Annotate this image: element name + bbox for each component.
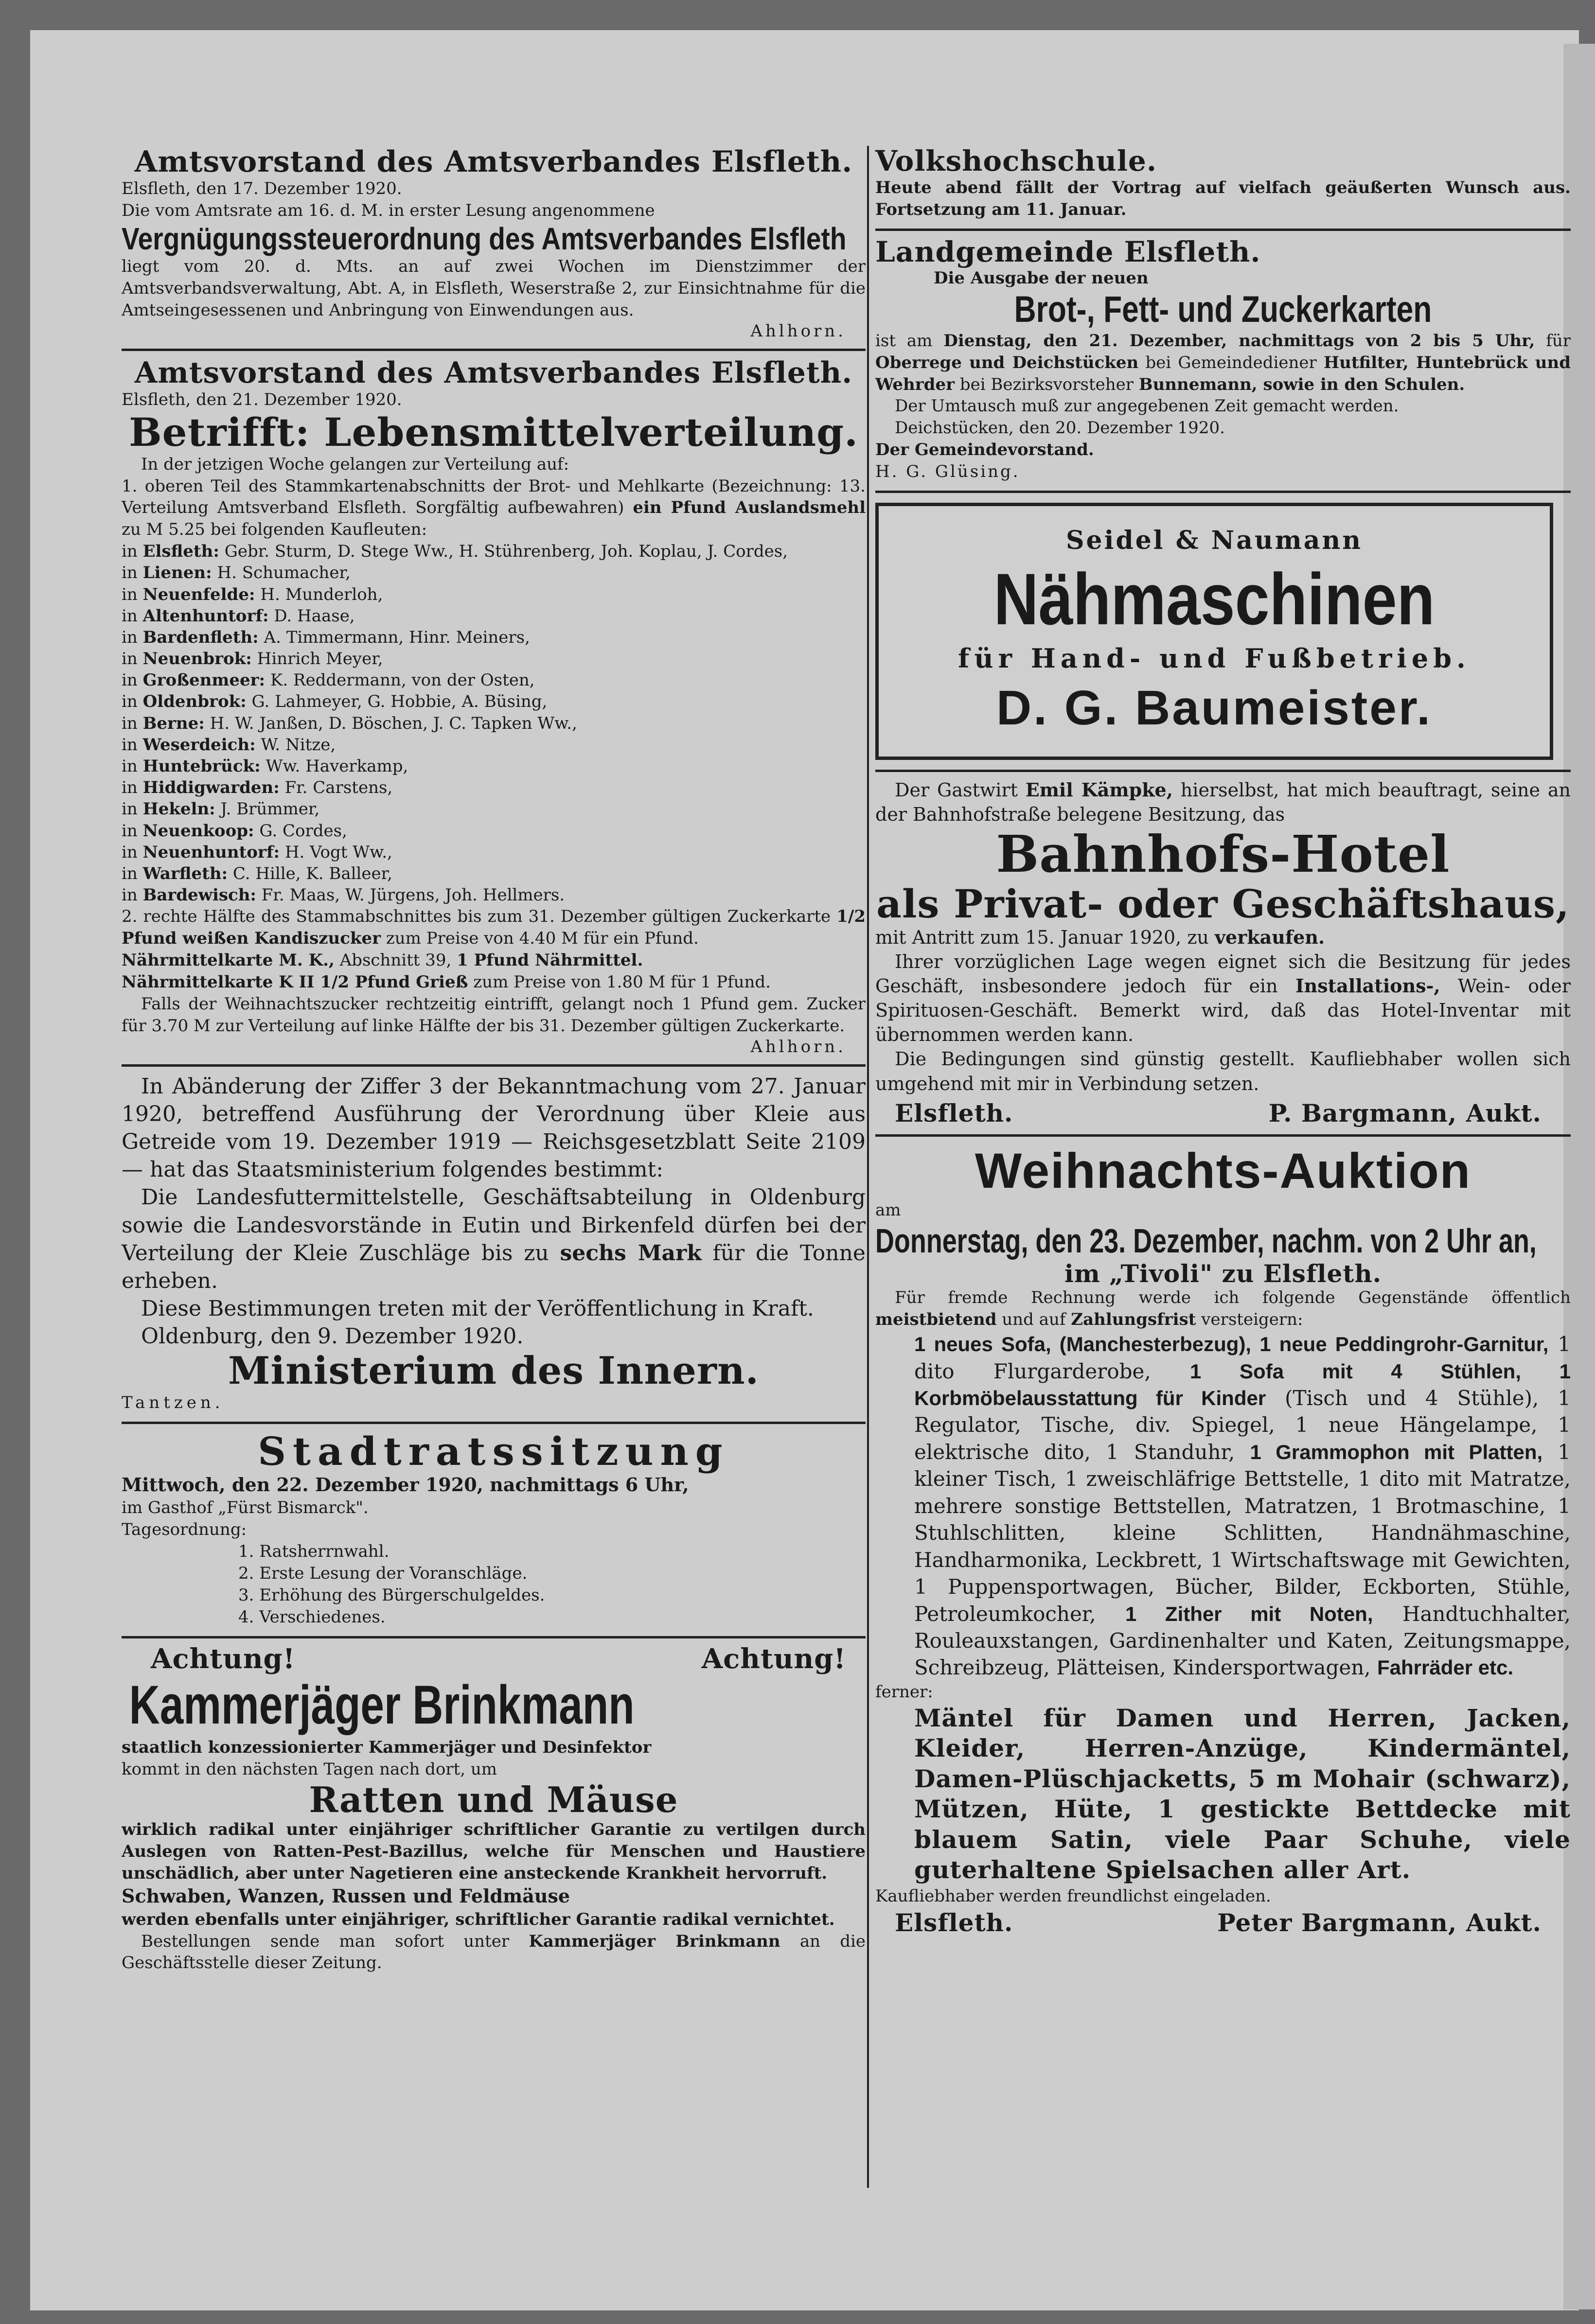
body-bold: Oberrege und Deichstücken	[875, 352, 1139, 372]
intro-text: Für fremde Rechnung werde ich folgende Gegenstände öffentlich	[895, 1288, 1571, 1308]
item-tail: zu M 5.25 bei folgenden Kaufleuten:	[122, 520, 427, 540]
merchant-line	[122, 842, 866, 863]
notice-sub: Die Ausgabe der neuen	[934, 268, 1149, 288]
item-text: 2. rechte Hälfte des Stammabschnittes bis zum 31. Dezember gültigen Zuckerkarte	[122, 907, 831, 927]
place-name: Altenhuntorf:	[142, 606, 269, 626]
body-bold: sechs Mark	[560, 1240, 702, 1266]
body-text: mit Antritt zum 15. Januar 1920, zu	[875, 926, 1209, 948]
divider	[122, 1422, 866, 1424]
items-bold: 1 Zither mit Noten,	[1125, 1602, 1373, 1625]
body-text: ist am	[875, 331, 933, 351]
item-2	[122, 906, 866, 950]
agenda-item: 4. Verschiedenes.	[238, 1607, 386, 1627]
notice-title: Betrifft: Lebensmittelverteilung.	[129, 409, 858, 455]
ad-subtitle: für Hand- und Fußbetrieb.	[958, 642, 1471, 674]
merchant-names: K. Reddermann, von der Osten,	[265, 670, 535, 690]
item-bold: 1 Pfund Nährmittel.	[457, 951, 643, 970]
attention-label: Achtung!	[701, 1642, 846, 1675]
divider	[875, 229, 1571, 231]
ad-insects: Schwaben, Wanzen, Russen und Feldmäuse	[122, 1885, 570, 1907]
merchant-line	[122, 713, 866, 734]
ad-intro	[875, 778, 1571, 827]
place-name: Bardewisch:	[142, 885, 256, 905]
place-prefix: in	[122, 670, 143, 690]
notice-body: liegt vom 20. d. Mts. an auf zwei Wochen im Dienstzimmer der Amtsverbandsverwaltung, Abt. A, in Elsfleth, Weserstraße 2, zur Einsichtnahme für die Amtseingesessenen und Anbringung von Einwendungen aus.	[122, 257, 866, 320]
body-text: für	[1546, 331, 1571, 351]
place-name: Neuenbrok:	[142, 649, 252, 669]
notice-heading: Amtsvorstand des Amtsverbandes Elsfleth.	[134, 355, 853, 390]
intro-tail: hierselbst, hat mich beauftragt, seine an der Bahnhofstraße belegene Besitzung, das	[875, 779, 1571, 826]
place-prefix: in	[122, 821, 143, 841]
notice-heading: Volkshochschule.	[875, 144, 1157, 177]
agenda-item: 3. Erhöhung des Bürgerschulgeldes.	[238, 1585, 545, 1605]
merchant-names: Ww. Haverkamp,	[260, 757, 408, 776]
notice-title: Stadtratssitzung	[258, 1428, 729, 1475]
ad-title: Bahnhofs-Hotel	[996, 824, 1450, 884]
place-prefix: in	[122, 563, 143, 583]
weihnachtszucker: Falls der Weihnachtszucker rechtzeitig eintrifft, gelangt noch 1 Pfund gem. Zucker für 3.70 M zur Verteilung auf linke Hälfte der bis 31. Dezember gültigen Zuckerkarte.	[122, 994, 866, 1036]
merchant-list	[122, 541, 866, 906]
merchant-names: Hinrich Meyer,	[251, 649, 383, 669]
naehrmittel-2	[122, 971, 866, 993]
body-bold: Hutfilter, Huntebrück und Wehrder	[875, 352, 1571, 394]
merchant-line	[122, 734, 866, 756]
merchant-names: G. Cordes,	[254, 821, 347, 841]
notice-title: Brot-, Fett- und Zuckerkarten	[1014, 289, 1432, 331]
merchant-line	[122, 562, 866, 583]
ad-items	[875, 1331, 1571, 1681]
place-prefix: in	[122, 606, 143, 626]
item-1	[122, 475, 866, 541]
notice-intro: Die vom Amtsrate am 16. d. M. in erster Lesung angenommene	[122, 200, 655, 220]
ad-body-3: Die Bedingungen sind günstig gestellt. Kaufliebhaber wollen sich umgehend mit mir in Verbindung setzen.	[875, 1048, 1571, 1094]
body-tail: Wein- oder Spirituosen-Geschäft. Bemerkt wird, daß das Hotel-Inventar mit übernommen werden kann.	[875, 975, 1571, 1046]
body-bold: Installations-,	[1295, 974, 1440, 997]
merchant-line	[122, 669, 866, 691]
ad-bahnhofshotel	[875, 778, 1571, 1127]
place-prefix: in	[122, 885, 143, 905]
column-divider	[867, 146, 869, 2188]
place-prefix: in	[122, 649, 143, 669]
attention-label: Achtung!	[151, 1642, 296, 1675]
place-name: Neuenkoop:	[142, 821, 254, 841]
place-name: Neuenhuntorf:	[142, 842, 280, 862]
place-name: Weserdeich:	[142, 735, 256, 755]
divider	[875, 770, 1571, 772]
ad-product: Nähmaschinen	[993, 558, 1435, 640]
ad-visit: kommt in den nächsten Tagen nach dort, um	[122, 1759, 497, 1779]
ad-clothes: Mäntel für Damen und Herren, Jacken, Kleider, Herren-Anzüge, Kindermäntel, Damen-Plüschjacketts, 5 m Mohair (schwarz), Mützen, Hüte, 1 gestickte Bettdecke mit blauem Satin, viele Paar Schuhe, viele guterhaltene Spielsachen aller Art.	[914, 1703, 1571, 1884]
divider	[122, 1064, 866, 1067]
ad-kammerjaeger	[122, 1644, 866, 1974]
merchant-line	[122, 648, 866, 669]
agenda-item: 1. Ratsherrnwahl.	[238, 1542, 390, 1562]
merchant-line	[122, 756, 866, 777]
signature: Ahlhorn.	[750, 321, 846, 341]
ad-venue: im „Tivoli" zu Elsfleth.	[1064, 1259, 1382, 1288]
place-prefix: in	[122, 627, 143, 647]
merchant-line	[122, 691, 866, 712]
ad-title: Weihnachts-Auktion	[975, 1143, 1471, 1198]
merchant-names: Gebr. Sturm, D. Stege Ww., H. Stührenberg, Joh. Koplau, J. Cordes,	[219, 542, 788, 562]
notice-body-3: Diese Bestimmungen treten mit der Veröffentlichung in Kraft.	[141, 1296, 814, 1321]
ad-signer: P. Bargmann, Aukt.	[1268, 1098, 1542, 1127]
ad-body: wirklich radikal unter einjähriger schriftlicher Garantie zu vertilgen durch Auslegen von Ratten-Pest-Bazillus, welche für Menschen und Haustiere unschädlich, aber unter Nagetieren eine ansteckende Krankheit hervorruft.	[122, 1819, 866, 1883]
agenda-item: 2. Erste Lesung der Voranschläge.	[238, 1563, 528, 1583]
merchant-line	[122, 777, 866, 798]
place-prefix: in	[122, 799, 143, 819]
item-text: zum Preise von 1.80 M für 1 Pfund.	[473, 972, 771, 992]
agenda-label: Tagesordnung:	[122, 1520, 247, 1540]
intro-tail: versteigern:	[1201, 1310, 1303, 1330]
place-prefix: in	[122, 735, 143, 755]
notice-body: In Abänderung der Ziffer 3 der Bekanntmachung vom 27. Januar 1920, betreffend Ausführung der Verordnung über Kleie aus Getreide vom 19. Dezember 1919 — Reichsgesetzblatt Seite 2109 — hat das Staatsministerium folgendes bestimmt:	[122, 1074, 866, 1182]
notice-title: Ministerium des Innern.	[228, 1349, 759, 1393]
body-text: bei Gemeindediener	[1145, 352, 1317, 372]
items-text: 1 dito Flurgarderobe,	[914, 1332, 1571, 1383]
ad-orders	[122, 1931, 866, 1974]
ad-brand: Seidel & Naumann	[1065, 525, 1363, 555]
place-name: Bardenfleth:	[142, 627, 259, 647]
notice-title: Vergnügungssteuerordnung des Amtsverbandes Elsfleth	[122, 221, 847, 256]
merchant-names: H. Schumacher,	[212, 563, 351, 583]
notice-lebensmittel	[122, 357, 866, 1056]
notice-kleie	[122, 1073, 866, 1414]
ad-naehmaschinen	[875, 503, 1553, 760]
ad-signer: Peter Bargmann, Aukt.	[1217, 1908, 1542, 1937]
ad-am: am	[875, 1200, 901, 1220]
merchant-line	[122, 541, 866, 562]
orders-bold: Kammerjäger Brinkmann	[529, 1931, 780, 1951]
place-prefix: in	[122, 757, 143, 776]
ad-signature-row	[875, 1096, 1571, 1127]
notice-intro: In der jetzigen Woche gelangen zur Verteilung auf:	[141, 454, 569, 474]
merchant-names: J. Brümmer,	[215, 799, 320, 819]
notice-landgemeinde	[875, 237, 1571, 483]
merchant-line	[122, 798, 866, 820]
merchant-line	[122, 820, 866, 842]
merchant-names: H. W. Janßen, D. Böschen, J. C. Tapken Ww.,	[204, 713, 577, 733]
intro-text: Der Gastwirt	[895, 779, 1018, 801]
dateline: Oldenburg, den 9. Dezember 1920.	[141, 1324, 524, 1349]
meeting-place: im Gasthof „Fürst Bismarck".	[122, 1498, 369, 1518]
merchant-names: Fr. Maas, W. Jürgens, Joh. Hellmers.	[256, 885, 565, 905]
body-text: Ihrer vorzüglichen Lage wegen eignet sich die Besitzung für jedes Geschäft, insbesondere jedoch für ein	[875, 951, 1571, 997]
merchant-line	[122, 627, 866, 648]
intro-bold: Zahlungsfrist	[1071, 1310, 1196, 1330]
body-text: bei Bezirksvorsteher	[959, 374, 1134, 394]
items-text: Handtuchhalter, Rouleauxstangen, Gardinenhalter und Katen, Zeitungsmappe, Schreibzeug, Plätteisen, Kindersportwagen,	[914, 1602, 1571, 1680]
intro-text: und auf	[1002, 1310, 1066, 1330]
place-name: Elsfleth:	[142, 542, 219, 562]
body-bold: verkaufen.	[1214, 926, 1325, 948]
place-prefix: in	[122, 863, 143, 883]
ad-title: Kammerjäger Brinkmann	[129, 1674, 635, 1736]
place-name: Hiddigwarden:	[142, 778, 280, 798]
meeting-time: Mittwoch, den 22. Dezember 1920, nachmittags 6 Uhr,	[122, 1474, 689, 1496]
ad-place: Elsfleth.	[895, 1908, 1013, 1937]
ad-date: Donnerstag, den 23. Dezember, nachm. von 2 Uhr an,	[875, 1221, 1537, 1260]
ad-invite: Kaufliebhaber werden freundlichst eingeladen.	[875, 1886, 1271, 1906]
dateline: Deichstücken, den 20. Dezember 1920.	[895, 418, 1225, 438]
notice-heading: Amtsvorstand des Amtsverbandes Elsfleth.	[134, 145, 853, 179]
divider	[122, 1636, 866, 1638]
place-name: Warfleth:	[142, 863, 228, 883]
dateline: Elsfleth, den 17. Dezember 1920.	[122, 179, 402, 198]
place-name: Oldenbrok:	[142, 692, 247, 712]
notice-heading: Landgemeinde Elsfleth.	[875, 235, 1261, 268]
divider	[122, 349, 866, 351]
merchant-names: H. Munderloh,	[255, 584, 383, 604]
signer-name: H. G. Glüsing.	[875, 462, 1020, 482]
items-text: 1 kleiner Tisch, 1 zweischläfrige Bettstelle, 1 dito mit Matratze, mehrere sonstige Bettstellen, Matratzen, 1 Brotmaschine, 1 Stuhlschlitten, kleine Schlitten, Handnähmaschine, Handharmonika, Leckbrett, 1 Wirtschaftswage mit Gewichten, 1 Puppensportwagen, Bücher, Bilder, Eckborten, Stühle, Petroleumkocher,	[914, 1440, 1571, 1626]
merchant-names: H. Vogt Ww.,	[280, 842, 392, 862]
place-prefix: in	[122, 713, 143, 733]
ad-dealer: D. G. Baumeister.	[996, 680, 1433, 735]
right-column	[875, 146, 1571, 1936]
items-bold: 1 Sofa mit 4 Stühlen, 1 Korbmöbelausstattung für Kinder	[914, 1359, 1571, 1410]
body-text: Die Landesfuttermittelstelle, Geschäftsabteilung in Oldenburg sowie die Landesvorstände in Eutin und Birkenfeld dürfen bei der Verteilung der Kleie Zuschläge bis zu	[122, 1185, 866, 1266]
place-prefix: in	[122, 584, 143, 604]
items-text: (Tisch und 4 Stühle), 1 Regulator, Tische, div. Spiegel, 1 neue Hängelampe, 1 elektrische dito, 1 Standuhr,	[914, 1386, 1571, 1464]
merchant-line	[122, 605, 866, 627]
body-bold: Bunnemann, sowie in den Schulen.	[1138, 374, 1465, 394]
merchant-names: Fr. Carstens,	[279, 778, 393, 798]
ad-intro	[875, 1287, 1571, 1331]
intro-bold: meistbietend	[875, 1310, 997, 1330]
orders-text: Bestellungen sende man sofort unter	[141, 1931, 510, 1951]
item-text: 1. oberen Teil des Stammkartenabschnitts der Brot- und Mehlkarte (Bezeichnung: 13. Verteilung Amtsverband Elsfleth. Sorgfältig aufbewahren)	[122, 476, 866, 518]
body-bold: Dienstag, den 21. Dezember, nachmittags von 2 bis 5 Uhr,	[943, 331, 1535, 351]
attention-row	[122, 1644, 866, 1674]
ad-weihnachtsauktion	[875, 1143, 1571, 1936]
item-bold: ein Pfund Auslandsmehl	[633, 498, 866, 518]
orders-tail: an die Geschäftsstelle dieser Zeitung.	[122, 1931, 866, 1973]
notice-stadtrat	[122, 1430, 866, 1628]
notice-body: Heute abend fällt der Vortrag auf vielfach geäußerten Wunsch aus. Fortsetzung am 11. Januar.	[875, 177, 1571, 219]
ad-subtitle: als Privat- oder Geschäftshaus,	[876, 880, 1570, 927]
place-name: Huntebrück:	[142, 757, 261, 776]
signature: Ahlhorn.	[750, 1037, 846, 1056]
notice-body	[875, 330, 1571, 396]
merchant-line	[122, 884, 866, 906]
item-tail: zum Preise von 4.40 M für ein Pfund.	[386, 929, 699, 949]
notice-vergnuegungssteuer	[122, 146, 866, 341]
item-bold: Nährmittelkarte K II 1/2 Pfund Grieß	[122, 972, 468, 992]
place-name: Hekeln:	[142, 799, 215, 819]
notice-body-2: Der Umtausch muß zur angegebenen Zeit gemacht werden.	[895, 396, 1399, 416]
item-bold: 1/2 Pfund weißen Kandiszucker	[122, 907, 866, 949]
ad-pests: Ratten und Mäuse	[309, 1778, 678, 1820]
left-column	[122, 146, 866, 1974]
merchant-names: C. Hille, K. Balleer,	[228, 863, 392, 883]
items-bold: 1 Grammophon mit Platten,	[1250, 1440, 1543, 1463]
ad-subtitle: staatlich konzessionierter Kammerjäger und Desinfektor	[122, 1737, 652, 1757]
ad-body-2: werden ebenfalls unter einjähriger, schriftlicher Garantie radikal vernichtet.	[122, 1909, 835, 1929]
merchant-names: D. Haase,	[268, 606, 355, 626]
merchant-names: G. Lahmeyer, G. Hobbie, A. Büsing,	[246, 692, 548, 712]
ad-ferner: ferner:	[875, 1682, 933, 1702]
merchant-line	[122, 584, 866, 605]
notice-body-2	[122, 1183, 866, 1295]
merchant-names: A. Timmermann, Hinr. Meiners,	[258, 627, 530, 647]
place-prefix: in	[122, 842, 143, 862]
items-bold: 1 neues Sofa, (Manchesterbezug), 1 neue Peddingrohr-Garnitur,	[914, 1333, 1549, 1356]
signature: Tantzen.	[122, 1393, 224, 1413]
ad-signature-row	[875, 1907, 1571, 1936]
place-prefix: in	[122, 778, 143, 798]
agenda-list	[122, 1541, 866, 1628]
place-name: Neuenfelde:	[142, 584, 255, 604]
place-name: Lienen:	[142, 563, 212, 583]
place-prefix: in	[122, 542, 143, 562]
ad-body	[875, 925, 1571, 950]
place-name: Großenmeer:	[142, 670, 266, 690]
dateline: Elsfleth, den 21. Dezember 1920.	[122, 389, 402, 409]
divider	[875, 1134, 1571, 1137]
signer: Der Gemeindevorstand.	[875, 440, 1094, 460]
items-bold: Fahrräder etc.	[1377, 1656, 1514, 1679]
item-text: Abschnitt 39,	[339, 951, 452, 970]
place-prefix: in	[122, 692, 143, 712]
item-bold: Nährmittelkarte M. K.,	[122, 951, 335, 970]
ad-place: Elsfleth.	[895, 1098, 1013, 1127]
ad-body-2	[875, 950, 1571, 1047]
place-name: Berne:	[142, 713, 205, 733]
naehrmittel-1	[122, 950, 866, 971]
merchant-names: W. Nitze,	[255, 735, 336, 755]
merchant-line	[122, 863, 866, 884]
body-tail: für die Tonne erheben.	[122, 1240, 866, 1293]
notice-volkshochschule	[875, 146, 1571, 221]
intro-bold: Emil Kämpke,	[1025, 778, 1173, 801]
divider	[875, 491, 1571, 493]
